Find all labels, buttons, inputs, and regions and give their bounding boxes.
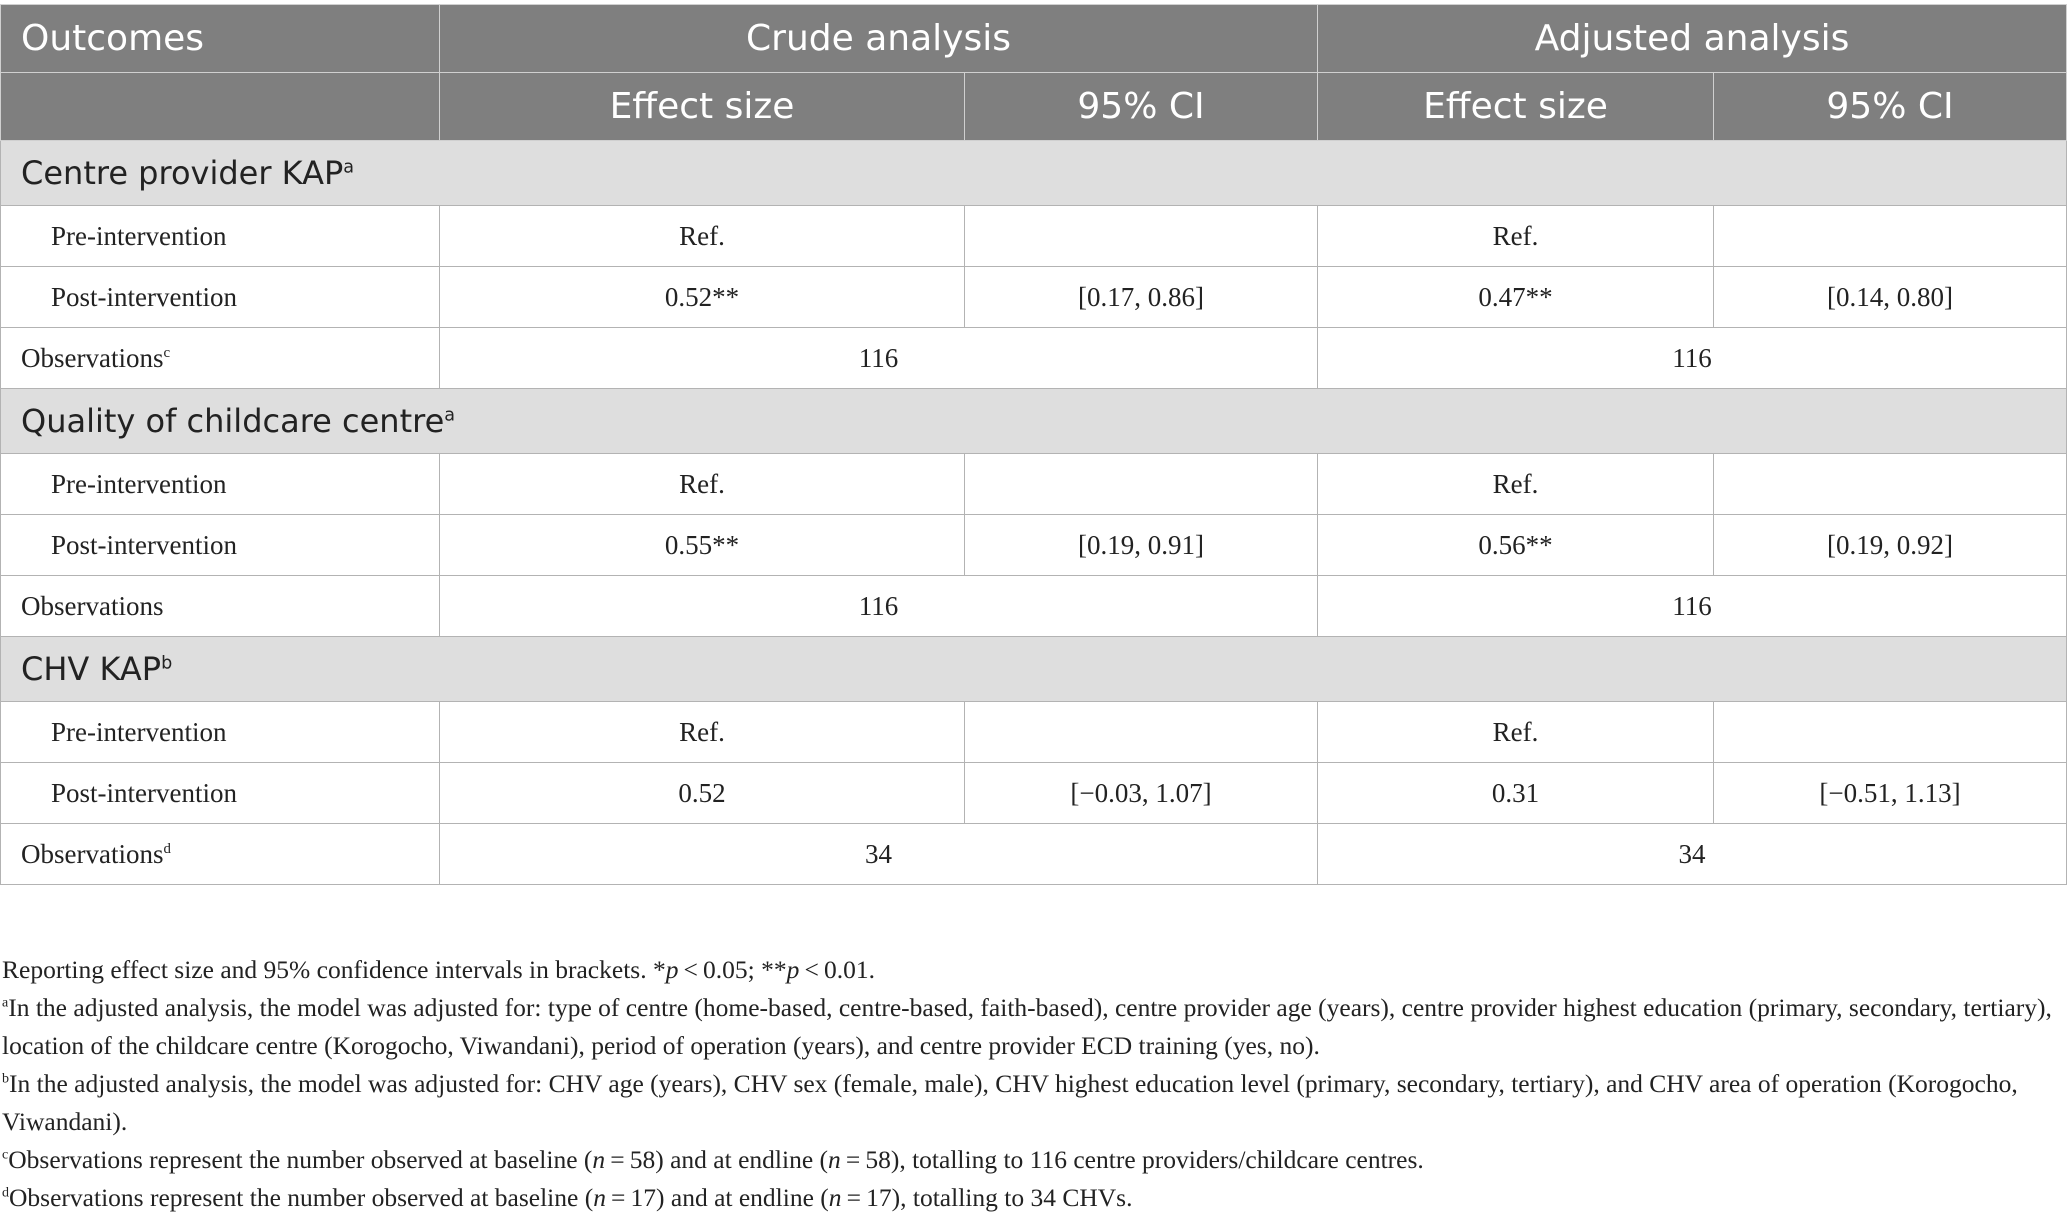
section-title: CHV KAP$^b$ xyxy=(1,637,2067,702)
footnote-b: $^b$In the adjusted analysis, the model was adjusted for: CHV age (years), CHV sex (female, male), CHV highest education level (primary, secondary, tertiary), and CHV area of operation (Korogocho, Viwandani). xyxy=(2,1069,2018,1136)
row-label: Post-intervention xyxy=(1,267,440,328)
crude-effect-cell: 0.52 xyxy=(440,763,965,824)
adjusted-observations-cell: 34 xyxy=(1318,824,2067,885)
crude-effect-cell: 0.55** xyxy=(440,515,965,576)
empty-header-cell xyxy=(1,73,440,141)
adjusted-observations-cell: 116 xyxy=(1318,576,2067,637)
crude-ci-header: 95% CI xyxy=(965,73,1318,141)
crude-observations-cell: 34 xyxy=(440,824,1318,885)
observations-label: Observations$^c$ xyxy=(1,328,440,389)
adjusted-effect-cell: 0.31 xyxy=(1318,763,1714,824)
adjusted-observations-cell: 116 xyxy=(1318,328,2067,389)
section-title: Quality of childcare centre$^a$ xyxy=(1,389,2067,454)
crude-ci-cell: [0.17, 0.86] xyxy=(965,267,1318,328)
crude-effect-size-header: Effect size xyxy=(440,73,965,141)
header-row-1 xyxy=(1,5,2067,73)
table-row-observations xyxy=(1,576,2067,637)
footnote-c: $^c$Observations represent the number observed at baseline (n = 58) and at endline (n = 58), totalling to 116 centre providers/childcare centres. xyxy=(2,1145,1424,1174)
crude-effect-cell: 0.52** xyxy=(440,267,965,328)
observations-label: Observations xyxy=(1,576,440,637)
table-row xyxy=(1,206,2067,267)
observations-label: Observations$^d$ xyxy=(1,824,440,885)
table-row xyxy=(1,454,2067,515)
adjusted-effect-cell: Ref. xyxy=(1318,702,1714,763)
crude-analysis-header: Crude analysis xyxy=(440,5,1318,73)
footnote-a: $^a$In the adjusted analysis, the model was adjusted for: type of centre (home-based, centre-based, faith-based), centre provider age (years), centre provider highest education (primary, secondary, tertiary), location of the childcare centre (Korogocho, Viwandani), period of operation (years), and centre provider ECD training (yes, no). xyxy=(2,993,2052,1060)
crude-effect-cell: Ref. xyxy=(440,454,965,515)
header-row-2 xyxy=(1,73,2067,141)
row-label: Post-intervention xyxy=(1,763,440,824)
adjusted-effect-size-header: Effect size xyxy=(1318,73,1714,141)
crude-effect-cell: Ref. xyxy=(440,206,965,267)
footnote-d: $^d$Observations represent the number observed at baseline (n = 17) and at endline (n = 17), totalling to 34 CHVs. xyxy=(2,1183,1133,1212)
crude-ci-cell: [−0.03, 1.07] xyxy=(965,763,1318,824)
adjusted-ci-cell xyxy=(1714,206,2067,267)
footnote-main: Reporting effect size and 95% confidence intervals in brackets. *p < 0.05; **p < 0.01. xyxy=(2,955,875,984)
crude-ci-cell xyxy=(965,206,1318,267)
table-row-observations xyxy=(1,824,2067,885)
adjusted-analysis-header: Adjusted analysis xyxy=(1318,5,2067,73)
adjusted-ci-cell xyxy=(1714,454,2067,515)
row-label: Post-intervention xyxy=(1,515,440,576)
row-label: Pre-intervention xyxy=(1,454,440,515)
adjusted-effect-cell: Ref. xyxy=(1318,454,1714,515)
results-table xyxy=(0,4,2067,885)
crude-ci-cell xyxy=(965,702,1318,763)
adjusted-effect-cell: Ref. xyxy=(1318,206,1714,267)
adjusted-ci-cell: [−0.51, 1.13] xyxy=(1714,763,2067,824)
results-table-container xyxy=(0,4,2066,885)
adjusted-ci-header: 95% CI xyxy=(1714,73,2067,141)
section-row-centre-provider-kap xyxy=(1,141,2067,206)
outcomes-header: Outcomes xyxy=(1,5,440,73)
table-row xyxy=(1,702,2067,763)
table-row xyxy=(1,763,2067,824)
crude-observations-cell: 116 xyxy=(440,328,1318,389)
adjusted-ci-cell: [0.14, 0.80] xyxy=(1714,267,2067,328)
crude-ci-cell xyxy=(965,454,1318,515)
section-row-chv-kap xyxy=(1,637,2067,702)
crude-ci-cell: [0.19, 0.91] xyxy=(965,515,1318,576)
crude-effect-cell: Ref. xyxy=(440,702,965,763)
table-row-observations xyxy=(1,328,2067,389)
adjusted-ci-cell xyxy=(1714,702,2067,763)
table-row xyxy=(1,267,2067,328)
adjusted-effect-cell: 0.47** xyxy=(1318,267,1714,328)
row-label: Pre-intervention xyxy=(1,206,440,267)
table-row xyxy=(1,515,2067,576)
adjusted-effect-cell: 0.56** xyxy=(1318,515,1714,576)
adjusted-ci-cell: [0.19, 0.92] xyxy=(1714,515,2067,576)
crude-observations-cell: 116 xyxy=(440,576,1318,637)
section-title: Centre provider KAP$^a$ xyxy=(1,141,2067,206)
section-row-quality-of-childcare-centre xyxy=(1,389,2067,454)
row-label: Pre-intervention xyxy=(1,702,440,763)
table-footnotes xyxy=(2,951,2052,1217)
